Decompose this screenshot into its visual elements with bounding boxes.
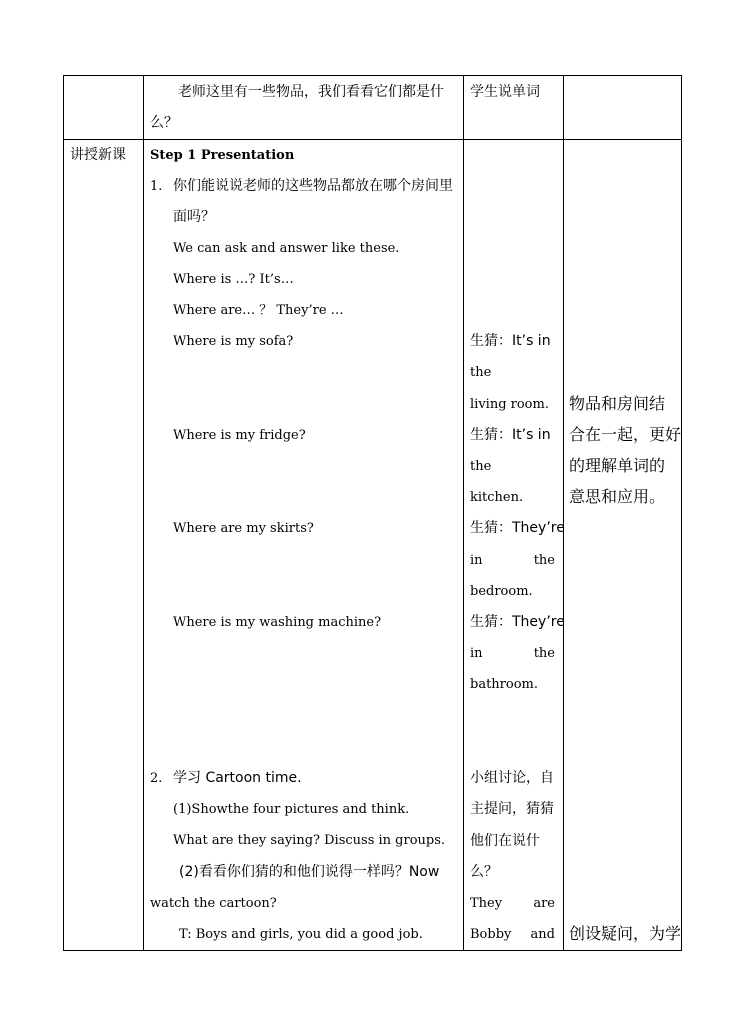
answer-skirts-line3: bedroom. (470, 584, 533, 599)
column-divider-2 (463, 75, 464, 951)
answer-washing-line2 (470, 646, 555, 662)
design-note-2: 创设疑问，为学 (569, 924, 682, 943)
word-they: They (470, 896, 503, 911)
watch-cartoon-line: watch the cartoon? (150, 896, 277, 911)
word-bobby: Bobby (470, 927, 512, 942)
group-discussion-line4: 么？ (470, 864, 498, 880)
pattern-where-are: Where are… ？ They’re … (173, 303, 344, 318)
design-note-line3: 的理解单词的 (569, 456, 666, 475)
item2-text: 学习 Cartoon time. (173, 770, 302, 786)
item1-number: 1. (150, 179, 163, 194)
they-are-line (470, 896, 555, 912)
teacher-praise-line: T: Boys and girls, you did a good job. (179, 927, 423, 942)
question-skirts: Where are my skirts? (173, 521, 314, 536)
question-washing-machine: Where is my washing machine? (173, 615, 382, 630)
answer-sofa-line2: the (470, 365, 492, 380)
answer-washing-word-the: the (533, 646, 555, 661)
show-pictures-line: (1)Showthe four pictures and think. (173, 802, 410, 817)
column-divider-3 (563, 75, 564, 951)
design-note-line1: 物品和房间结 (569, 394, 666, 413)
table-left-border (63, 75, 64, 951)
design-note-line4: 意思和应用。 (569, 487, 666, 506)
table-top-border (63, 75, 682, 76)
answer-skirts-word-the: the (533, 553, 555, 568)
answer-washing-word-in: in (470, 646, 483, 661)
column-divider-1 (143, 75, 144, 951)
question-sofa: Where is my sofa? (173, 334, 294, 349)
word-and: and (530, 927, 555, 942)
discuss-line: What are they saying? Discuss in groups. (173, 833, 446, 848)
item1-text-line2: 面吗？ (173, 209, 215, 225)
answer-skirts-word-in: in (470, 553, 483, 568)
table-right-border (681, 75, 682, 951)
bobby-and-line (470, 927, 555, 943)
design-note-line2: 合在一起，更好 (569, 425, 682, 444)
group-discussion-line3: 他们在说什 (470, 833, 540, 849)
answer-washing-line1: 生猜：They’re (470, 614, 565, 630)
question-fridge: Where is my fridge? (173, 428, 306, 443)
answer-fridge-line3: kitchen. (470, 490, 524, 505)
ask-answer-line: We can ask and answer like these. (173, 241, 400, 256)
group-discussion-line1: 小组讨论，自 (470, 770, 554, 786)
row1-teacher-text-line2: 么？ (150, 115, 178, 131)
answer-sofa-line3: living room. (470, 397, 549, 412)
item2-number: 2. (150, 771, 163, 786)
row-divider (63, 139, 682, 140)
row1-teacher-text-line1: 老师这里有一些物品，我们看看它们都是什 (178, 84, 444, 100)
pattern-where-is: Where is …? It’s… (173, 272, 294, 287)
answer-fridge-line1: 生猜：It’s in (470, 427, 551, 443)
answer-washing-line3: bathroom. (470, 677, 538, 692)
compare-line: (2)看看你们猜的和他们说得一样吗？Now (179, 864, 440, 880)
word-are: are (533, 896, 555, 911)
stage-label: 讲授新课 (70, 147, 126, 163)
answer-skirts-line1: 生猜：They’re (470, 520, 565, 536)
row1-student-activity: 学生说单词 (470, 84, 540, 100)
answer-skirts-line2 (470, 553, 555, 569)
answer-fridge-line2: the (470, 459, 492, 474)
group-discussion-line2: 主提问，猜猜 (470, 801, 554, 817)
item1-text-line1: 你们能说说老师的这些物品都放在哪个房间里 (173, 178, 453, 194)
step-title: Step 1 Presentation (150, 148, 295, 163)
answer-sofa-line1: 生猜：It’s in (470, 333, 551, 349)
table-bottom-border (63, 950, 682, 951)
